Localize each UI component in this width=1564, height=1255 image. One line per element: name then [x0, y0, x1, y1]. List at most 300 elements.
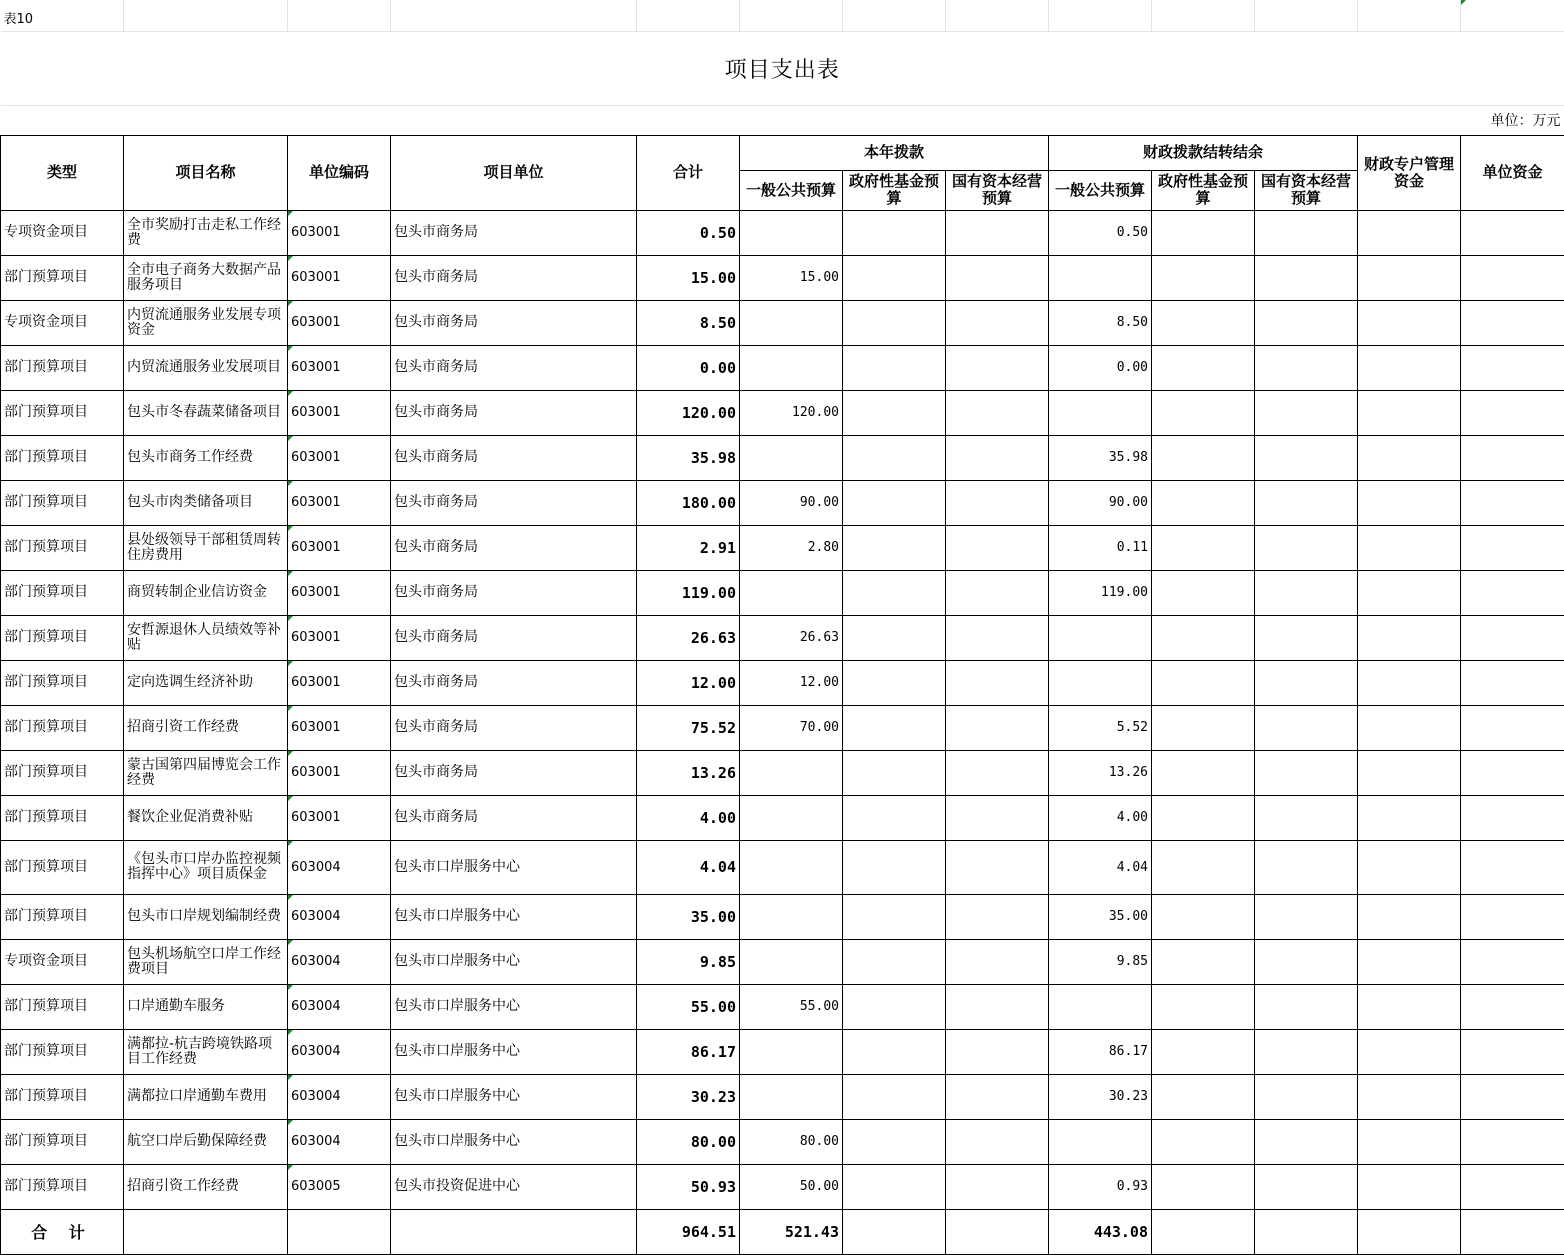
cell-special-account — [1358, 1074, 1461, 1119]
summary-unit-funds — [1461, 1209, 1564, 1254]
cell-unit-funds — [1461, 1164, 1564, 1209]
summary-row — [1, 1209, 1564, 1254]
cell-project-name: 全市奖励打击走私工作经费 — [124, 210, 288, 255]
summary-total: 964.51 — [637, 1209, 740, 1254]
summary-empty-code — [288, 1209, 391, 1254]
cell-unit-funds — [1461, 390, 1564, 435]
table-row — [1, 984, 1564, 1029]
cell-project-unit: 包头市口岸服务中心 — [391, 894, 637, 939]
header-unit-funds: 单位资金 — [1461, 135, 1564, 210]
cell-year-fund — [843, 939, 946, 984]
cell-year-state-capital — [946, 435, 1049, 480]
cell-project-unit: 包头市商务局 — [391, 210, 637, 255]
table-row — [1, 300, 1564, 345]
cell-type: 部门预算项目 — [1, 894, 124, 939]
cell-year-general — [740, 1074, 843, 1119]
cell-special-account — [1358, 939, 1461, 984]
cell-carry-fund — [1152, 795, 1255, 840]
cell-year-state-capital — [946, 795, 1049, 840]
cell-year-state-capital — [946, 255, 1049, 300]
header-carryover-balance: 财政拨款结转结余 — [1049, 135, 1358, 170]
table-row — [1, 210, 1564, 255]
header-unit-code: 单位编码 — [288, 135, 391, 210]
cell-total: 8.50 — [637, 300, 740, 345]
summary-special-account — [1358, 1209, 1461, 1254]
cell-unit-funds — [1461, 210, 1564, 255]
cell-carry-fund — [1152, 615, 1255, 660]
cell-project-unit: 包头市商务局 — [391, 480, 637, 525]
cell-project-name: 口岸通勤车服务 — [124, 984, 288, 1029]
cell-carry-general: 0.50 — [1049, 210, 1152, 255]
cell-unit-funds — [1461, 570, 1564, 615]
cell-carry-state-capital — [1255, 894, 1358, 939]
cell-year-fund — [843, 1119, 946, 1164]
cell-year-state-capital — [946, 984, 1049, 1029]
cell-total: 26.63 — [637, 615, 740, 660]
cell-project-name: 商贸转制企业信访资金 — [124, 570, 288, 615]
cell-unit-funds — [1461, 1119, 1564, 1164]
table-row — [1, 939, 1564, 984]
cell-carry-fund — [1152, 390, 1255, 435]
cell-total: 180.00 — [637, 480, 740, 525]
cell-year-general — [740, 570, 843, 615]
cell-unit-funds — [1461, 660, 1564, 705]
header-year-fund-budget: 政府性基金预算 — [843, 170, 946, 210]
cell-unit-code: 603001 — [288, 525, 391, 570]
cell-year-fund — [843, 255, 946, 300]
cell-unit-code: 603001 — [288, 705, 391, 750]
cell-year-fund — [843, 570, 946, 615]
cell-project-name: 包头市冬春蔬菜储备项目 — [124, 390, 288, 435]
cell-special-account — [1358, 1119, 1461, 1164]
cell-total: 9.85 — [637, 939, 740, 984]
table-row — [1, 705, 1564, 750]
cell-type: 部门预算项目 — [1, 480, 124, 525]
cell-year-state-capital — [946, 570, 1049, 615]
cell-total: 35.00 — [637, 894, 740, 939]
cell-year-state-capital — [946, 1164, 1049, 1209]
cell-total: 4.04 — [637, 840, 740, 894]
cell-year-fund — [843, 480, 946, 525]
cell-year-fund — [843, 1074, 946, 1119]
cell-carry-fund — [1152, 894, 1255, 939]
cell-carry-fund — [1152, 840, 1255, 894]
summary-carry-state-capital — [1255, 1209, 1358, 1254]
cell-carry-general — [1049, 1119, 1152, 1164]
cell-carry-state-capital — [1255, 300, 1358, 345]
cell-year-state-capital — [946, 525, 1049, 570]
cell-carry-general: 0.11 — [1049, 525, 1152, 570]
cell-year-fund — [843, 894, 946, 939]
cell-carry-fund — [1152, 939, 1255, 984]
table-row — [1, 390, 1564, 435]
cell-year-fund — [843, 210, 946, 255]
cell-project-unit: 包头市商务局 — [391, 390, 637, 435]
cell-total: 12.00 — [637, 660, 740, 705]
cell-type: 专项资金项目 — [1, 210, 124, 255]
cell-project-unit: 包头市口岸服务中心 — [391, 1074, 637, 1119]
cell-carry-general: 4.00 — [1049, 795, 1152, 840]
cell-year-fund — [843, 1029, 946, 1074]
cell-unit-code: 603004 — [288, 939, 391, 984]
cell-year-general: 2.80 — [740, 525, 843, 570]
cell-year-general — [740, 210, 843, 255]
cell-year-fund — [843, 390, 946, 435]
cell-unit-code: 603005 — [288, 1164, 391, 1209]
cell-type: 部门预算项目 — [1, 570, 124, 615]
cell-year-state-capital — [946, 750, 1049, 795]
cell-total: 2.91 — [637, 525, 740, 570]
cell-project-unit: 包头市商务局 — [391, 255, 637, 300]
cell-project-unit: 包头市商务局 — [391, 750, 637, 795]
cell-unit-code: 603001 — [288, 570, 391, 615]
cell-carry-fund — [1152, 570, 1255, 615]
cell-special-account — [1358, 1029, 1461, 1074]
cell-year-general — [740, 345, 843, 390]
cell-special-account — [1358, 480, 1461, 525]
cell-year-fund — [843, 615, 946, 660]
header-special-account-funds: 财政专户管理资金 — [1358, 135, 1461, 210]
header-type: 类型 — [1, 135, 124, 210]
cell-year-state-capital — [946, 300, 1049, 345]
cell-total: 30.23 — [637, 1074, 740, 1119]
cell-total: 4.00 — [637, 795, 740, 840]
cell-special-account — [1358, 1164, 1461, 1209]
title-row — [1, 31, 1564, 105]
cell-unit-funds — [1461, 939, 1564, 984]
cell-project-unit: 包头市投资促进中心 — [391, 1164, 637, 1209]
cell-year-state-capital — [946, 480, 1049, 525]
cell-carry-fund — [1152, 525, 1255, 570]
cell-carry-state-capital — [1255, 1164, 1358, 1209]
header-row-1 — [1, 135, 1564, 170]
cell-type: 部门预算项目 — [1, 615, 124, 660]
cell-carry-state-capital — [1255, 984, 1358, 1029]
cell-year-general: 70.00 — [740, 705, 843, 750]
cell-carry-general: 30.23 — [1049, 1074, 1152, 1119]
cell-unit-code: 603004 — [288, 1029, 391, 1074]
cell-project-name: 招商引资工作经费 — [124, 1164, 288, 1209]
cell-type: 部门预算项目 — [1, 705, 124, 750]
cell-project-name: 包头市商务工作经费 — [124, 435, 288, 480]
cell-carry-state-capital — [1255, 255, 1358, 300]
cell-project-unit: 包头市口岸服务中心 — [391, 939, 637, 984]
cell-project-name: 包头机场航空口岸工作经费项目 — [124, 939, 288, 984]
header-carry-general-budget: 一般公共预算 — [1049, 170, 1152, 210]
cell-year-state-capital — [946, 894, 1049, 939]
cell-year-state-capital — [946, 939, 1049, 984]
cell-carry-state-capital — [1255, 939, 1358, 984]
cell-carry-state-capital — [1255, 210, 1358, 255]
cell-carry-fund — [1152, 345, 1255, 390]
cell-type: 部门预算项目 — [1, 795, 124, 840]
cell-project-unit: 包头市口岸服务中心 — [391, 1029, 637, 1074]
cell-unit-funds — [1461, 894, 1564, 939]
cell-carry-general: 90.00 — [1049, 480, 1152, 525]
cell-unit-funds — [1461, 840, 1564, 894]
cell-special-account — [1358, 660, 1461, 705]
cell-year-fund — [843, 435, 946, 480]
table-row — [1, 795, 1564, 840]
cell-unit-code: 603001 — [288, 345, 391, 390]
cell-carry-fund — [1152, 750, 1255, 795]
cell-total: 80.00 — [637, 1119, 740, 1164]
cell-year-general — [740, 795, 843, 840]
cell-carry-fund — [1152, 660, 1255, 705]
cell-type: 部门预算项目 — [1, 390, 124, 435]
cell-type: 部门预算项目 — [1, 435, 124, 480]
cell-type: 专项资金项目 — [1, 939, 124, 984]
header-project-name: 项目名称 — [124, 135, 288, 210]
cell-project-unit: 包头市商务局 — [391, 570, 637, 615]
header-carry-fund-budget: 政府性基金预算 — [1152, 170, 1255, 210]
cell-unit-code: 603001 — [288, 255, 391, 300]
cell-unit-code: 603004 — [288, 840, 391, 894]
cell-project-name: 内贸流通服务业发展项目 — [124, 345, 288, 390]
cell-project-unit: 包头市商务局 — [391, 300, 637, 345]
cell-carry-fund — [1152, 1164, 1255, 1209]
cell-type: 部门预算项目 — [1, 840, 124, 894]
cell-carry-state-capital — [1255, 840, 1358, 894]
cell-project-name: 定向选调生经济补助 — [124, 660, 288, 705]
page-title: 项目支出表 — [1, 31, 1564, 105]
cell-year-fund — [843, 1164, 946, 1209]
cell-carry-fund — [1152, 210, 1255, 255]
summary-carry-fund — [1152, 1209, 1255, 1254]
table-row — [1, 1119, 1564, 1164]
summary-label: 合 计 — [1, 1209, 124, 1254]
cell-year-general — [740, 300, 843, 345]
cell-carry-state-capital — [1255, 1029, 1358, 1074]
cell-year-general — [740, 1029, 843, 1074]
cell-year-fund — [843, 795, 946, 840]
cell-unit-funds — [1461, 984, 1564, 1029]
cell-carry-state-capital — [1255, 525, 1358, 570]
cell-carry-fund — [1152, 435, 1255, 480]
cell-project-name: 内贸流通服务业发展专项资金 — [124, 300, 288, 345]
cell-carry-general: 4.04 — [1049, 840, 1152, 894]
cell-unit-funds — [1461, 795, 1564, 840]
cell-carry-state-capital — [1255, 345, 1358, 390]
cell-type: 部门预算项目 — [1, 345, 124, 390]
cell-carry-general — [1049, 615, 1152, 660]
cell-project-name: 蒙古国第四届博览会工作经费 — [124, 750, 288, 795]
cell-type: 部门预算项目 — [1, 255, 124, 300]
cell-carry-fund — [1152, 480, 1255, 525]
cell-project-unit: 包头市商务局 — [391, 435, 637, 480]
cell-unit-funds — [1461, 705, 1564, 750]
cell-carry-general — [1049, 660, 1152, 705]
cell-carry-general: 0.93 — [1049, 1164, 1152, 1209]
cell-type: 部门预算项目 — [1, 525, 124, 570]
cell-project-unit: 包头市商务局 — [391, 345, 637, 390]
table-row — [1, 894, 1564, 939]
cell-year-state-capital — [946, 1074, 1049, 1119]
header-current-year-appropriation: 本年拨款 — [740, 135, 1049, 170]
cell-year-fund — [843, 750, 946, 795]
cell-carry-general: 8.50 — [1049, 300, 1152, 345]
cell-carry-general: 0.00 — [1049, 345, 1152, 390]
cell-year-general: 55.00 — [740, 984, 843, 1029]
cell-project-name: 满都拉口岸通勤车费用 — [124, 1074, 288, 1119]
cell-total: 13.26 — [637, 750, 740, 795]
cell-year-general — [740, 435, 843, 480]
cell-year-general — [740, 840, 843, 894]
cell-carry-general: 35.00 — [1049, 894, 1152, 939]
cell-unit-code: 603001 — [288, 660, 391, 705]
cell-unit-funds — [1461, 525, 1564, 570]
cell-year-state-capital — [946, 345, 1049, 390]
cell-special-account — [1358, 300, 1461, 345]
cell-project-unit: 包头市口岸服务中心 — [391, 984, 637, 1029]
cell-type: 部门预算项目 — [1, 1074, 124, 1119]
cell-project-name: 航空口岸后勤保障经费 — [124, 1119, 288, 1164]
cell-carry-general — [1049, 984, 1152, 1029]
sheet-label-row — [1, 0, 1564, 31]
cell-unit-code: 603001 — [288, 750, 391, 795]
cell-project-name: 招商引资工作经费 — [124, 705, 288, 750]
table-row — [1, 570, 1564, 615]
cell-project-name: 县处级领导干部租赁周转住房费用 — [124, 525, 288, 570]
cell-carry-state-capital — [1255, 750, 1358, 795]
cell-unit-funds — [1461, 1074, 1564, 1119]
cell-year-state-capital — [946, 840, 1049, 894]
cell-special-account — [1358, 894, 1461, 939]
cell-unit-code: 603001 — [288, 480, 391, 525]
cell-total: 15.00 — [637, 255, 740, 300]
cell-year-state-capital — [946, 390, 1049, 435]
cell-year-fund — [843, 705, 946, 750]
cell-year-general: 120.00 — [740, 390, 843, 435]
cell-total: 75.52 — [637, 705, 740, 750]
cell-carry-fund — [1152, 1029, 1255, 1074]
cell-type: 部门预算项目 — [1, 1119, 124, 1164]
cell-unit-code: 603001 — [288, 390, 391, 435]
cell-carry-state-capital — [1255, 615, 1358, 660]
table-row — [1, 1029, 1564, 1074]
cell-carry-state-capital — [1255, 705, 1358, 750]
table-row — [1, 750, 1564, 795]
cell-unit-code: 603001 — [288, 615, 391, 660]
cell-year-general: 50.00 — [740, 1164, 843, 1209]
cell-year-fund — [843, 840, 946, 894]
unit-row — [1, 105, 1564, 135]
cell-carry-state-capital — [1255, 570, 1358, 615]
cell-unit-funds — [1461, 750, 1564, 795]
cell-unit-code: 603004 — [288, 1074, 391, 1119]
cell-total: 86.17 — [637, 1029, 740, 1074]
cell-unit-funds — [1461, 255, 1564, 300]
cell-carry-fund — [1152, 705, 1255, 750]
cell-carry-state-capital — [1255, 795, 1358, 840]
cell-year-general — [740, 939, 843, 984]
cell-year-fund — [843, 660, 946, 705]
cell-unit-code: 603001 — [288, 300, 391, 345]
cell-special-account — [1358, 210, 1461, 255]
cell-carry-fund — [1152, 255, 1255, 300]
cell-unit-funds — [1461, 480, 1564, 525]
cell-total: 55.00 — [637, 984, 740, 1029]
cell-special-account — [1358, 570, 1461, 615]
cell-project-name: 满都拉-杭吉跨境铁路项目工作经费 — [124, 1029, 288, 1074]
table-row — [1, 840, 1564, 894]
cell-year-state-capital — [946, 705, 1049, 750]
header-year-state-capital-budget: 国有资本经营预算 — [946, 170, 1049, 210]
table-row — [1, 255, 1564, 300]
cell-total: 35.98 — [637, 435, 740, 480]
cell-special-account — [1358, 795, 1461, 840]
cell-carry-general: 5.52 — [1049, 705, 1152, 750]
cell-year-general: 12.00 — [740, 660, 843, 705]
cell-project-name: 餐饮企业促消费补贴 — [124, 795, 288, 840]
cell-year-state-capital — [946, 1029, 1049, 1074]
cell-project-name: 安哲源退休人员绩效等补贴 — [124, 615, 288, 660]
table-row — [1, 480, 1564, 525]
cell-project-unit: 包头市商务局 — [391, 660, 637, 705]
cell-unit-code: 603004 — [288, 894, 391, 939]
cell-special-account — [1358, 390, 1461, 435]
cell-total: 119.00 — [637, 570, 740, 615]
cell-unit-code: 603004 — [288, 984, 391, 1029]
cell-unit-funds — [1461, 435, 1564, 480]
cell-year-fund — [843, 300, 946, 345]
summary-empty-unit — [391, 1209, 637, 1254]
cell-special-account — [1358, 435, 1461, 480]
header-project-unit: 项目单位 — [391, 135, 637, 210]
cell-unit-code: 603004 — [288, 1119, 391, 1164]
cell-unit-funds — [1461, 1029, 1564, 1074]
cell-carry-fund — [1152, 1074, 1255, 1119]
cell-carry-general: 86.17 — [1049, 1029, 1152, 1074]
cell-project-name: 全市电子商务大数据产品服务项目 — [124, 255, 288, 300]
cell-project-unit: 包头市口岸服务中心 — [391, 840, 637, 894]
cell-type: 部门预算项目 — [1, 1164, 124, 1209]
cell-special-account — [1358, 255, 1461, 300]
header-carry-state-capital-budget: 国有资本经营预算 — [1255, 170, 1358, 210]
cell-year-general: 15.00 — [740, 255, 843, 300]
cell-project-name: 包头市口岸规划编制经费 — [124, 894, 288, 939]
cell-year-state-capital — [946, 660, 1049, 705]
cell-carry-general: 35.98 — [1049, 435, 1152, 480]
cell-project-unit: 包头市商务局 — [391, 705, 637, 750]
cell-carry-general: 13.26 — [1049, 750, 1152, 795]
cell-year-state-capital — [946, 210, 1049, 255]
cell-special-account — [1358, 705, 1461, 750]
unit-label: 单位：万元 — [1490, 113, 1561, 129]
cell-unit-code: 603001 — [288, 435, 391, 480]
cell-year-general — [740, 894, 843, 939]
cell-total: 50.93 — [637, 1164, 740, 1209]
cell-unit-funds — [1461, 300, 1564, 345]
cell-type: 部门预算项目 — [1, 1029, 124, 1074]
table-row — [1, 660, 1564, 705]
cell-unit-funds — [1461, 615, 1564, 660]
cell-project-name: 包头市肉类储备项目 — [124, 480, 288, 525]
cell-type: 部门预算项目 — [1, 750, 124, 795]
cell-carry-general: 119.00 — [1049, 570, 1152, 615]
cell-year-fund — [843, 345, 946, 390]
cell-carry-general — [1049, 390, 1152, 435]
table-row — [1, 525, 1564, 570]
summary-empty-name — [124, 1209, 288, 1254]
cell-special-account — [1358, 840, 1461, 894]
cell-special-account — [1358, 345, 1461, 390]
cell-carry-state-capital — [1255, 435, 1358, 480]
cell-unit-code: 603001 — [288, 210, 391, 255]
cell-type: 部门预算项目 — [1, 984, 124, 1029]
cell-special-account — [1358, 615, 1461, 660]
cell-carry-state-capital — [1255, 1119, 1358, 1164]
